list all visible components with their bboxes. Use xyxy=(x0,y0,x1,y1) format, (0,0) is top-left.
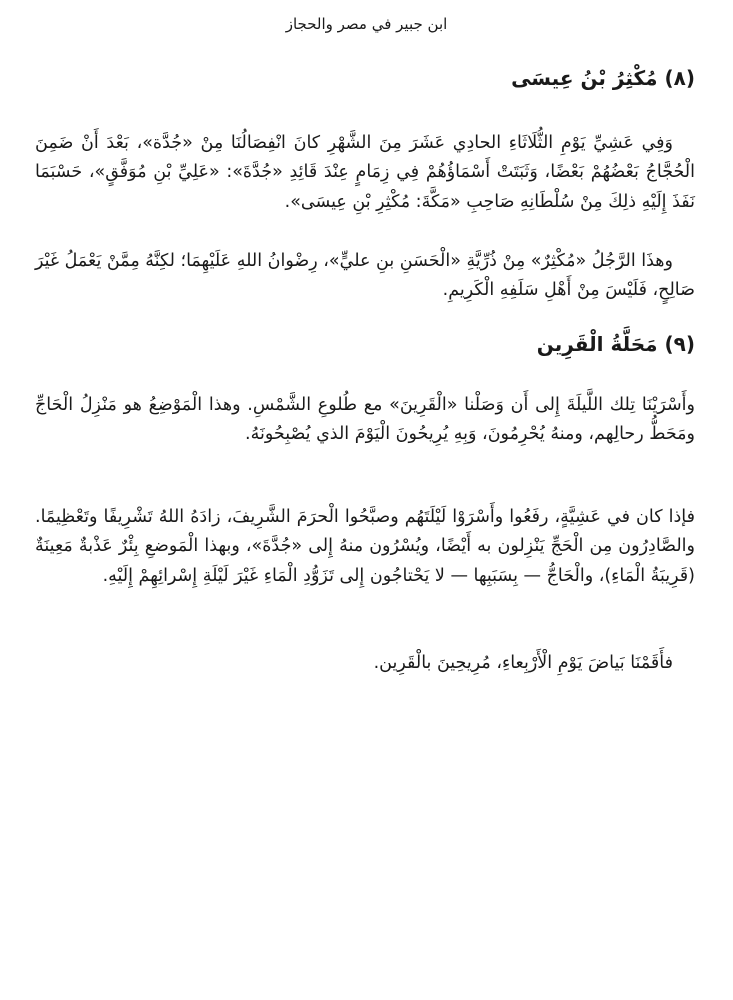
section-heading-9: (٩) مَحَلَّةُ الْقَرِين xyxy=(536,332,695,356)
running-header: ابن جبير في مصر والحجاز xyxy=(285,15,448,33)
paragraph-mukthir-lineage: وهذَا الرَّجُلُ «مُكْثِرٌ» مِنْ ذُرِّيَّةِ «الْحَسَنِ بنِ عليٍّ»، رِضْوانُ اللهِ عَلَيْهِمَا؛ لكِنَّهُ مِمَّنْ يَعْمَلُ غَيْرَ صَالِحٍ، فَلَيْسَ مِنْ أَهْلِ سَلَفِهِ الْكَرِيمِ. xyxy=(35,250,695,300)
section-heading-8: (٨) مُكْثِرُ بْنُ عِيسَى xyxy=(511,66,695,90)
paragraph-departure-jeddah: وَفِي عَشِيِّ يَوْمِ الثُّلَاثَاءِ الحادِي عَشَرَ مِنَ الشَّهْرِ كانَ انْفِصَالُنَا مِنْ «جُدَّة»، بَعْدَ أَنْ ضَمِنَ الْحُجَّاجُ بَعْضُهُمْ بَعْضًا، وَثَبَتَتْ أَسْمَاؤُهُمْ فِي زِمَامٍ عِنْدَ قَائِدِ «جُدَّةَ»: «عَلِيِّ بْنِ مُوَفَّقٍ»، حَسْبَمَا نَفَذَ إِلَيْهِ ذلِكَ مِنْ سُلْطَانِهِ صَاحِبِ «مَكَّةَ: مُكْثِرِ بْنِ عِيسَى». xyxy=(35,132,695,212)
paragraph-qarin-well: فإذا كان في عَشِيَّةٍ، رفَعُوا وأَسْرَوْا لَيْلَتَهُم وصبَّحُوا الْحرَمَ الشَّرِيفَ، زادَهُ اللهُ تَشْرِيفًا وتَعْظِيمًا. والصَّادِرُون مِن الْحَجِّ يَنْزِلون به أَيْضًا، ويُسْرُون منهُ إِلى «جُدَّةَ»، وبهذا الْمَوضعِ بِئْرٌ عَذْبةٌ مَعِينَةٌ (قَرِيبَةُ الْمَاءِ)، والْحَاجُّ — بِسَبَبِها — لا يَحْتاجُون إِلى تَزَوُّدِ الْمَاءِ غَيْرَ لَيْلَةِ إِسْرائِهِمْ إِلَيْهِ. xyxy=(35,506,695,586)
paragraph-wednesday-rest: فأَقَمْنَا بَياضَ يَوْمِ الْأَرْبِعاءِ، مُرِيحِينَ بالْقَرِين. xyxy=(373,652,673,673)
paragraph-arrival-qarin: وأَسْرَيْنَا تِلك اللَّيلَةَ إِلى أَن وَصَلْنا «الْقَرِينَ» مع طُلوعِ الشَّمْسِ. وهذا الْمَوْضِعُ هو مَنْزِلُ الْحَاجِّ ومَحَطُّ رحالِهم، ومنهُ يُحْرِمُونَ، وَبِهِ يُرِيحُونَ الْيَوْمَ الذي يُصْبِحُونَهُ. xyxy=(35,394,695,444)
